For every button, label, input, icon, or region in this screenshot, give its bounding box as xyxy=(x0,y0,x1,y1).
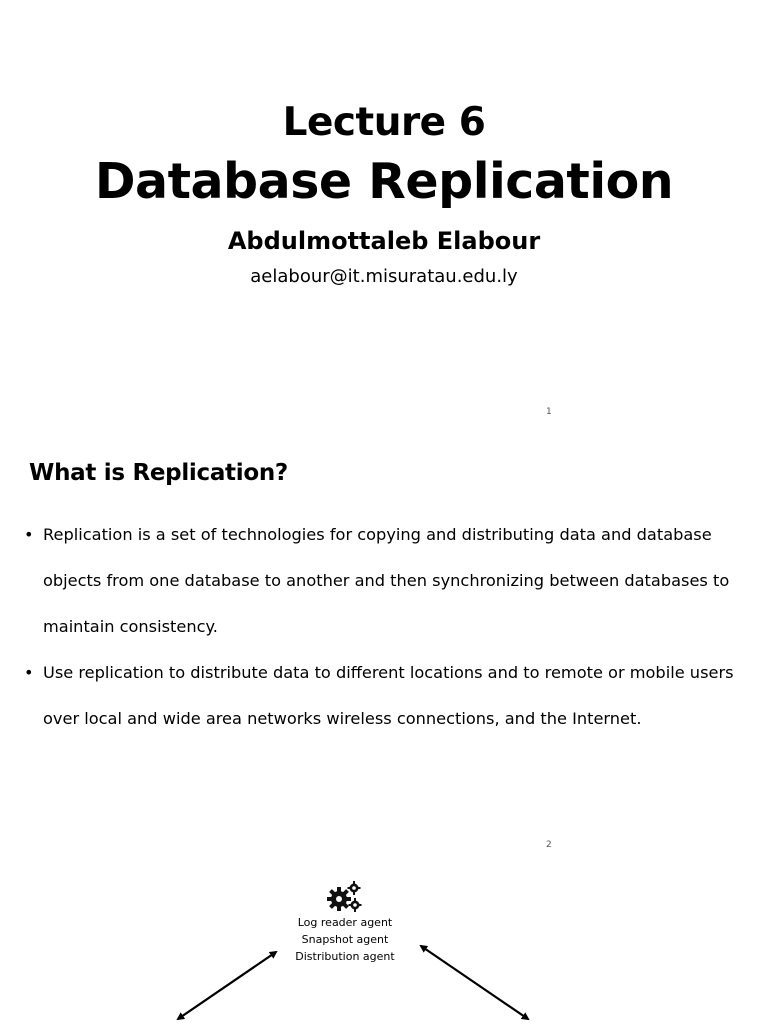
left-double-arrow xyxy=(178,952,276,1019)
distribution-agent-label: Distribution agent xyxy=(295,950,395,963)
replication-definition-slide xyxy=(0,430,768,864)
slide-heading: What is Replication? xyxy=(29,460,288,486)
author-name: Abdulmottaleb Elabour xyxy=(227,227,541,255)
bullet-list xyxy=(22,512,734,742)
page-number: 1 xyxy=(546,407,552,417)
author-email: aelabour@it.misuratau.edu.ly xyxy=(250,266,518,287)
log-reader-agent-label: Log reader agent xyxy=(297,916,393,929)
right-double-arrow xyxy=(421,946,528,1019)
page-number: 2 xyxy=(546,840,552,850)
bullet-item: • Replication is a set of technologies for copying and distributing data and database objects from one database to another and then synchronizing between databases to maintain consistency. xyxy=(22,512,734,650)
snapshot-agent-label: Snapshot agent xyxy=(301,933,389,946)
gears-icon xyxy=(327,880,363,914)
lecture-number: Lecture 6 xyxy=(282,100,486,145)
replication-agents-slide xyxy=(0,864,768,1024)
agent-group xyxy=(280,880,410,965)
lecture-title: Database Replication xyxy=(94,153,674,210)
title-slide xyxy=(0,0,768,430)
bullet-item: • Use replication to distribute data to different locations and to remote or mobile users over local and wide area networks wireless connections, and the Internet. xyxy=(22,650,734,742)
